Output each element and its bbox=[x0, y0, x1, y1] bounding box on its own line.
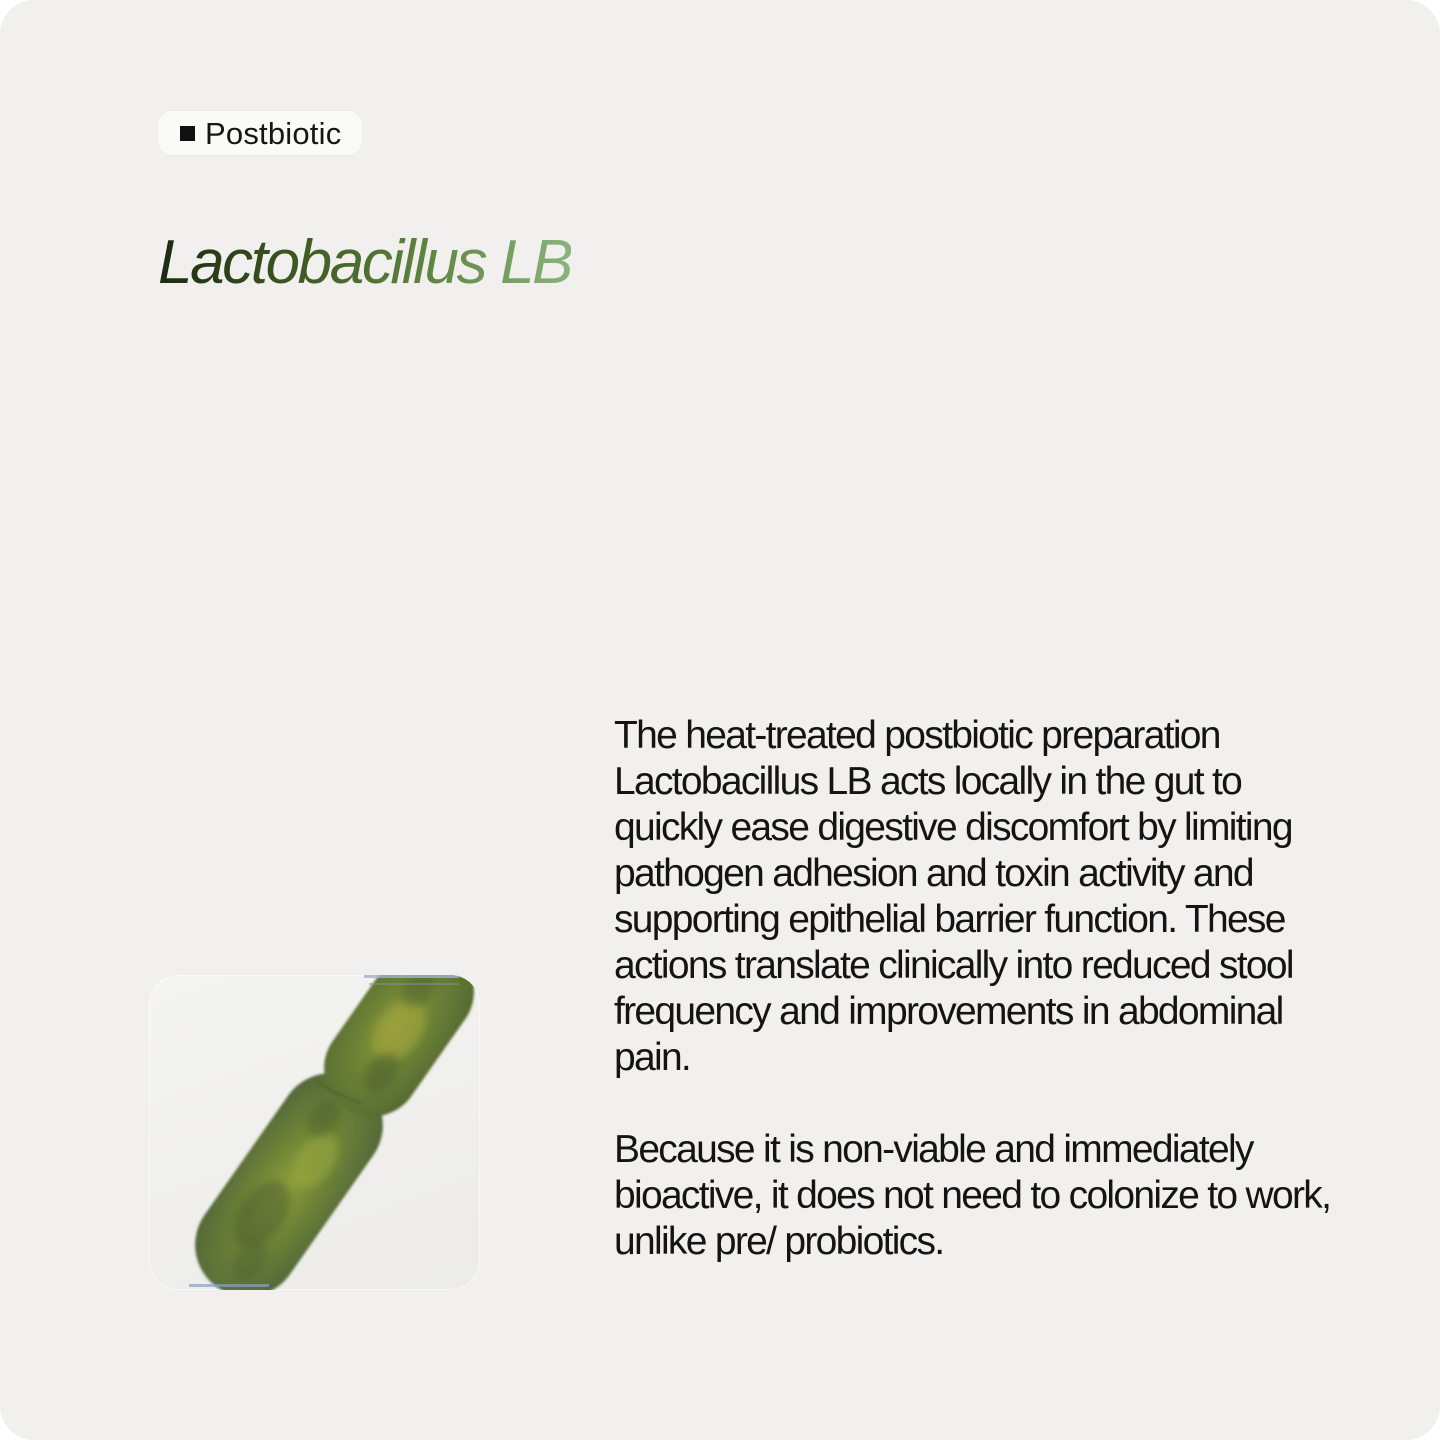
page-title: Lactobacillus LB bbox=[158, 226, 571, 300]
category-tag bbox=[158, 111, 362, 155]
description-paragraph: The heat-treated postbiotic preparation Lactobacillus LB acts locally in the gut to quickly ease digestive discomfort by limiting pathogen adhesion and toxin activity and supporting epithelial barrier function. These actions translate clinically into reduced stool frequency and improvements in abdominal pain. bbox=[614, 714, 1293, 1079]
description-paragraph: Because it is non-viable and immediately bioactive, it does not need to colonize to work, unlike pre/ probiotics. bbox=[614, 1128, 1331, 1263]
description bbox=[614, 713, 1334, 1265]
category-tag-label: Postbiotic bbox=[205, 115, 342, 151]
square-bullet-icon bbox=[180, 126, 195, 141]
bacterium-image-frame bbox=[149, 975, 480, 1290]
bacterium-micrograph-image bbox=[149, 975, 480, 1290]
